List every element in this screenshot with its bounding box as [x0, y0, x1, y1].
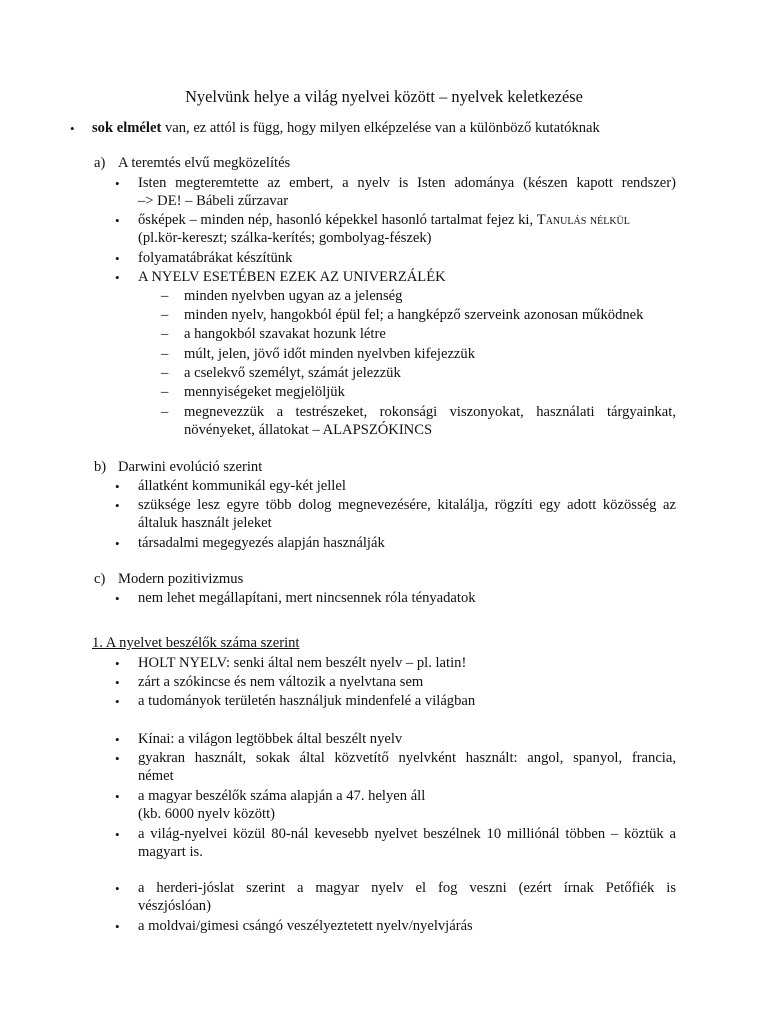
bullet-icon: • — [115, 694, 120, 709]
list-item — [138, 211, 630, 230]
list-item: A NYELV ESETÉBEN EZEK AZ UNIVERZÁLÉK — [138, 269, 446, 285]
section-b-label: b) — [94, 459, 107, 475]
list-item-cont: (pl.kör-kereszt; szálka-kerítés; gombolyag-fészek) — [138, 230, 432, 246]
bullet-icon: • — [115, 919, 120, 934]
list-item: Kínai: a világon legtöbbek által beszélt nyelv — [138, 731, 403, 747]
section-a-heading: A teremtés elvű megközelítés — [118, 155, 291, 171]
bullet-icon: • — [115, 479, 120, 494]
intro-line — [92, 119, 600, 138]
list-item: a moldvai/gimesi csángó veszélyeztetett nyelv/nyelvjárás — [138, 918, 473, 934]
list-item-cont: –> DE! – Bábeli zűrzavar — [138, 193, 289, 209]
intro-rest: van, ez attól is függ, hogy milyen elképzelése van a különböző kutatóknak — [161, 120, 600, 136]
dash-icon: – — [161, 288, 169, 304]
list-item-cont: (kb. 6000 nyelv között) — [138, 806, 275, 822]
dash-icon: – — [161, 326, 169, 342]
list-item: gyakran használt, sokak által közvetítő nyelvként használt: angol, spanyol, francia, — [138, 750, 676, 766]
sub-list-item: minden nyelv, hangokból épül fel; a hangképző szerveink azonosan működnek — [184, 307, 644, 323]
list-item: Isten megteremtette az embert, a nyelv is Isten adománya (készen kapott rendszer) — [138, 175, 676, 191]
sub-list-item: minden nyelvben ugyan az a jelenség — [184, 288, 403, 304]
sub-list-item: megnevezzük a testrészeket, rokonsági viszonyokat, használati tárgyainkat, — [184, 404, 676, 420]
list-item-text: ősképek – minden nép, hasonló képekkel hasonló tartalmat fejez ki, — [138, 212, 537, 228]
bullet-icon: • — [70, 121, 75, 136]
dash-icon: – — [161, 384, 169, 400]
list-item: szüksége lesz egyre több dolog megnevezésére, kitalálja, rögzíti egy adott közösség az — [138, 497, 676, 513]
sub-list-item: a hangokból szavakat hozunk létre — [184, 326, 386, 342]
sub-list-item: múlt, jelen, jövő időt minden nyelvben kifejezzük — [184, 346, 475, 362]
dash-icon: – — [161, 307, 169, 323]
sub-list-item: mennyiségeket megjelöljük — [184, 384, 345, 400]
dash-icon: – — [161, 365, 169, 381]
list-item: a herderi-jóslat szerint a magyar nyelv el fog veszni (ezért írnak Petőfiék is — [138, 880, 676, 896]
list-item: a világ-nyelvei közül 80-nál kevesebb nyelvet beszélnek 10 milliónál többen – köztük a — [138, 826, 676, 842]
section-c-label: c) — [94, 571, 106, 587]
small-caps-text: Tanulás nélkül — [536, 212, 630, 228]
sub-list-item-cont: növényeket, állatokat – ALAPSZÓKINCS — [184, 422, 433, 438]
page-title: Nyelvünk helye a világ nyelvei között – nyelvek keletkezése — [185, 87, 583, 106]
bullet-icon: • — [115, 881, 120, 896]
bullet-icon: • — [115, 789, 120, 804]
list-item-cont: német — [138, 768, 174, 784]
bullet-icon: • — [115, 675, 120, 690]
bullet-icon: • — [115, 213, 120, 228]
bullet-icon: • — [115, 498, 120, 513]
section-c-heading: Modern pozitivizmus — [118, 571, 244, 587]
list-item: nem lehet megállapítani, mert nincsennek róla tényadatok — [138, 590, 476, 606]
intro-bold: sok elmélet — [92, 120, 162, 136]
list-item: folyamatábrákat készítünk — [138, 250, 293, 266]
bullet-icon: • — [115, 270, 120, 285]
list-item: a magyar beszélők száma alapján a 47. helyen áll — [138, 788, 426, 804]
list-item-cont: vészjóslóan) — [138, 898, 211, 914]
section-b-heading: Darwini evolúció szerint — [118, 459, 263, 475]
bullet-icon: • — [115, 751, 120, 766]
list-item: zárt a szókincse és nem változik a nyelvtana sem — [138, 674, 424, 690]
list-item: a tudományok területén használjuk mindenfelé a világban — [138, 693, 476, 709]
bullet-icon: • — [115, 176, 120, 191]
bullet-icon: • — [115, 827, 120, 842]
part1-heading: 1. A nyelvet beszélők száma szerint — [92, 635, 300, 651]
bullet-icon: • — [115, 591, 120, 606]
bullet-icon: • — [115, 536, 120, 551]
list-item-cont: általuk használt jeleket — [138, 515, 272, 531]
sub-list-item: a cselekvő személyt, számát jelezzük — [184, 365, 401, 381]
dash-icon: – — [161, 346, 169, 362]
bullet-icon: • — [115, 732, 120, 747]
bullet-icon: • — [115, 251, 120, 266]
list-item-cont: magyart is. — [138, 844, 203, 860]
section-a-label: a) — [94, 155, 106, 171]
list-item: állatként kommunikál egy-két jellel — [138, 478, 346, 494]
bullet-icon: • — [115, 656, 120, 671]
list-item: társadalmi megegyezés alapján használják — [138, 535, 385, 551]
list-item: HOLT NYELV: senki által nem beszélt nyelv – pl. latin! — [138, 655, 467, 671]
dash-icon: – — [161, 404, 169, 420]
